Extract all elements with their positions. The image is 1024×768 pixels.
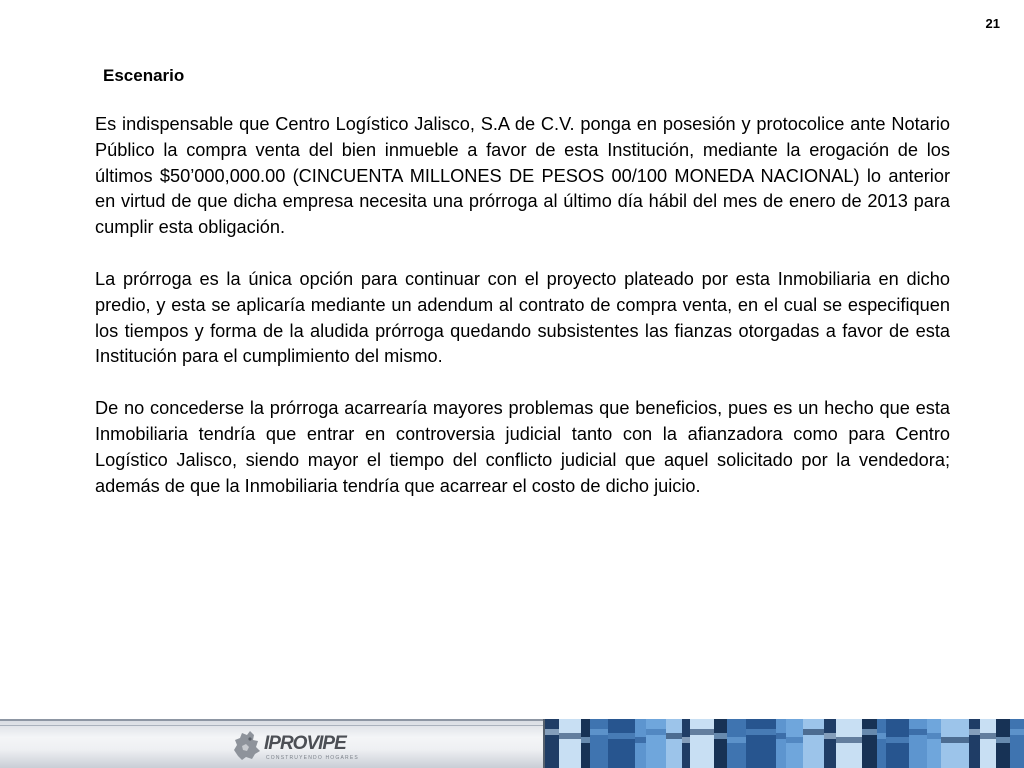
stripe xyxy=(682,719,690,768)
stripe-highlight xyxy=(803,729,824,735)
stripe-highlight xyxy=(559,733,581,739)
stripe-highlight xyxy=(886,737,909,743)
stripe-highlight xyxy=(682,737,690,743)
stripe-highlight xyxy=(836,737,862,743)
stripe-highlight xyxy=(608,733,635,739)
stripe xyxy=(714,719,727,768)
stripe-highlight xyxy=(1010,729,1024,735)
stripe xyxy=(824,719,836,768)
stripe-highlight xyxy=(545,729,559,735)
stripe xyxy=(666,719,682,768)
stripe-highlight xyxy=(824,733,836,739)
stripe xyxy=(886,719,909,768)
paragraph-3: De no concederse la prórroga acarrearía mayores problemas que beneficios, pues es un hecho que esta Inmobiliaria tendría que entrar en controversia judicial tanto con la afianzadora como para Centro Logístico Jalisco, siendo mayor el tiempo del conflicto judicial que aquel solicitado por la vendedora; además de que la Inmobiliaria tendría que acarrear el costo de dicho juicio. xyxy=(95,398,950,496)
stripe xyxy=(877,719,886,768)
stripe xyxy=(608,719,635,768)
logo-tagline: CONSTRUYENDO HOGARES xyxy=(266,755,359,761)
decorative-stripes xyxy=(545,719,1024,768)
footer-logo-panel xyxy=(0,719,543,768)
stripe-highlight xyxy=(690,729,714,735)
stripe-highlight xyxy=(746,729,776,735)
page-number: 21 xyxy=(985,16,1000,31)
stripe xyxy=(746,719,776,768)
stripe-highlight xyxy=(927,733,941,739)
stripe xyxy=(996,719,1010,768)
stripe xyxy=(690,719,714,768)
stripe xyxy=(969,719,980,768)
stripe xyxy=(909,719,927,768)
stripe xyxy=(590,719,608,768)
stripe-highlight xyxy=(877,733,886,739)
stripe xyxy=(1010,719,1024,768)
stripe-highlight xyxy=(646,729,666,735)
stripe xyxy=(786,719,803,768)
stripe xyxy=(941,719,969,768)
stripe xyxy=(635,719,646,768)
stripe xyxy=(559,719,581,768)
stripe xyxy=(776,719,786,768)
stripe-highlight xyxy=(590,729,608,735)
section-heading: Escenario xyxy=(103,66,185,85)
footer-banner xyxy=(0,719,1024,768)
stripe-highlight xyxy=(714,733,727,739)
stripe xyxy=(862,719,877,768)
stripe-highlight xyxy=(862,729,877,735)
paragraph-1: Es indispensable que Centro Logístico Jalisco, S.A de C.V. ponga en posesión y protocolice ante Notario Público la compra venta del bien inmueble a favor de esta Institución, mediante la erogación de los últimos $50’000,000.00 (CINCUENTA MILLONES DE PESOS 00/100 MONEDA NACIONAL) lo anterior en virtud de que dicha empresa necesita una prórroga al último día hábil del mes de enero de 2013 para cumplir esta obligación. xyxy=(95,114,950,238)
footer-stripe-panel xyxy=(543,719,1024,768)
stripe-highlight xyxy=(909,729,927,735)
stripe-highlight xyxy=(941,737,969,743)
stripe-highlight xyxy=(980,733,996,739)
stripe xyxy=(581,719,590,768)
paragraph-2: La prórroga es la única opción para continuar con el proyecto plateado por esta Inmobiliaria en dicho predio, y esta se aplicaría mediante un adendum al contrato de compra venta, en el cual se especifiquen los tiempos y forma de la aludida prórroga quedando subsistentes las fianzas otorgadas a favor de esta Institución para el cumplimiento del mismo. xyxy=(95,268,950,367)
stripe-highlight xyxy=(969,729,980,735)
stripe-highlight xyxy=(786,737,803,743)
stripe xyxy=(836,719,862,768)
stripe-highlight xyxy=(727,737,746,743)
stripe xyxy=(545,719,559,768)
stripe xyxy=(803,719,824,768)
stripe xyxy=(727,719,746,768)
body-text xyxy=(95,112,950,525)
stripe xyxy=(646,719,666,768)
stripe-highlight xyxy=(776,733,786,739)
stripe xyxy=(980,719,996,768)
stripe-highlight xyxy=(996,737,1010,743)
logo-wordmark: IPROVIPE xyxy=(264,733,346,754)
jalisco-map-icon xyxy=(230,726,268,764)
iprovipe-logo xyxy=(230,726,359,764)
stripe-highlight xyxy=(635,737,646,743)
stripe-highlight xyxy=(666,733,682,739)
stripe xyxy=(927,719,941,768)
stripe-highlight xyxy=(581,737,590,743)
